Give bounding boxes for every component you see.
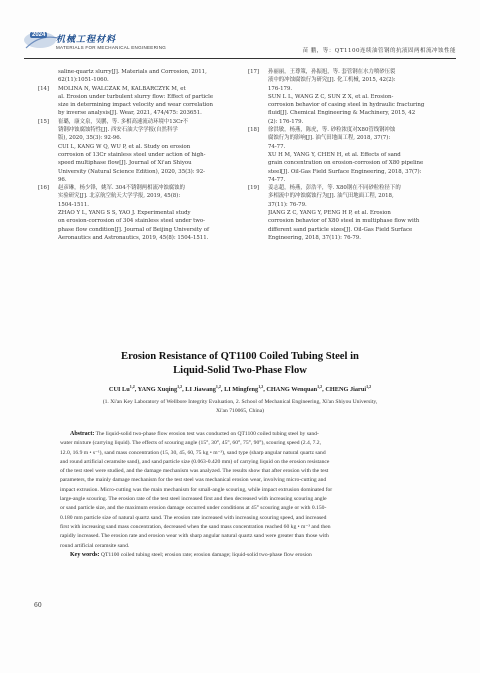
abstract-line: large-angle scouring. The erosion rate of the test steel increased first and then decreased with increasing scouring angle	[60, 496, 327, 503]
running-head: 苗 鹏，等：QT1100连续油管钢的抗液固两相流冲蚀性能	[302, 48, 456, 54]
abstract-line: impact extrusion. Micro-cutting was the main mechanism for small-angle scouring, while impact extrusion dominated for	[60, 486, 333, 493]
abstract-line: water mixture (carrying liquid). The effects of scouring angle (15°, 30°, 45°, 60°, 75°, 90°), scouring speed (2.4, 7.2,	[60, 440, 321, 447]
reference-line: XU H M, YANG Y, CHEN H, et al. Effects of sand	[268, 151, 401, 158]
reference-item	[38, 184, 234, 242]
author-name: LI Jiawang	[185, 386, 216, 394]
author-affiliation-mark: 1,2	[317, 384, 323, 389]
reference-line: 锈钢冲蚀腐蚀特性[J]. 西安石油大学学报(自然科学	[58, 127, 178, 134]
abstract-line: 0.180 mm particle size of natural quartz sand. The erosion rate increased with increasing scouring speed, and increased	[60, 514, 327, 521]
reference-line: Aeronautics and Astronautics, 2019, 45(8): 1504-1511.	[58, 234, 209, 241]
reference-line: 液中的冲蚀腐蚀行为研究[J]. 化工机械, 2015, 42(2):	[268, 77, 396, 84]
reference-line: ZHAO Y L, YANG S S, YAO J. Experimental study	[58, 210, 191, 217]
reference-line: corrosion of 13Cr stainless steel under action of high-	[58, 151, 206, 158]
author-affiliation-mark: 1,2	[258, 384, 264, 389]
author-name: CHENG Jiarui	[325, 386, 367, 394]
author-list: CUI Lu$^{1,2}$, YANG Xuqing$^{1,2}$, LI Jiawang$^{1,2}$, LI Mingfeng$^{1,2}$, CHANG Wenquan$^{1,2}$, CHENG Jiarui$^{1,2}$	[108, 384, 372, 394]
reference-item	[38, 68, 234, 85]
author-affiliation-mark: 1,2	[366, 384, 372, 389]
reference-line: steel[J]. Oil-Gas Field Surface Engineering, 2018, 37(7):	[268, 168, 422, 175]
author-name: CHANG Wenquan	[266, 386, 318, 394]
reference-number: [17]	[248, 69, 260, 75]
title-line: Liquid-Solid Two-Phase Flow	[173, 365, 307, 376]
abstract-line: of the test steel were studied, and the damage mechanism was analyzed. The results show that after erosion with the test	[60, 468, 329, 475]
reference-line: fluid[J]. Chemical Engineering & Machinery, 2015, 42	[268, 110, 416, 117]
reference-line: 孙丽丽，王尊策，孙振旭，等. 套管钢在水力喷砂压裂	[268, 69, 396, 75]
reference-line: 多相流中的冲蚀腐蚀行为[J]. 油气田地面工程, 2018,	[268, 193, 394, 200]
reference-number: [19]	[248, 185, 260, 192]
reference-line: JIANG Z C, YANG Y, PENG H P, et al. Erosion	[268, 210, 391, 217]
abstract-line: 12.0, 16.9 m • s⁻¹), sand mass concentration (15, 30, 45, 60, 75 kg • m⁻³), sand type (sharp angular natural quartz sand	[60, 449, 326, 456]
reference-line: 74-77.	[268, 176, 286, 183]
journal-logo	[24, 30, 194, 56]
author-name: LI Mingfeng	[224, 386, 259, 394]
abstract-block	[60, 430, 430, 560]
reference-number: [16]	[38, 185, 50, 192]
reference-line: 1504-1511.	[58, 201, 89, 208]
reference-line: Engineering, 2018, 37(11): 76-79.	[268, 234, 361, 241]
affiliation-line: (1. Xi'an Key Laboratory of Wellbore Integrity Evaluation, 2. School of Mechanical Engineering, Xi'an Shiyou University,	[102, 399, 378, 405]
reference-line: speed multiphase flow[J]. Journal of Xi'an Shiyou	[58, 160, 192, 167]
title-line: Erosion Resistance of QT1100 Coiled Tubing Steel in	[121, 351, 359, 362]
abstract-line: rapidly increased. The erosion rate and erosion wear with sharp angular natural quartz sand were greater than those with	[60, 533, 329, 540]
reference-number: [15]	[38, 118, 50, 125]
reference-line: corrosion behavior of X80 steel in multiphase flow with	[268, 218, 420, 225]
references-left-column	[38, 68, 234, 242]
keywords-label: Key words:	[70, 551, 100, 558]
reference-line: 74-77.	[268, 143, 286, 150]
reference-line: phase flow condition[J]. Journal of Beijing University of	[58, 226, 209, 233]
reference-line: 37(11): 76-79.	[268, 201, 307, 208]
reference-line: different sand particle sizes[J]. Oil-Gas Field Surface	[268, 226, 413, 233]
reference-item	[38, 118, 234, 184]
reference-line: MOLINA N, WALCZAK M, KALBARCZYK M, et	[58, 85, 186, 92]
reference-line: SUN L L, WANG Z C, SUN Z X, et al. Erosion-	[268, 93, 394, 100]
affiliation-line: Xi'an 710065, China)	[215, 408, 265, 414]
reference-line: CUI L, KANG W Q, WU P, et al. Study on erosion	[58, 143, 191, 150]
reference-line: 版), 2020, 35(3): 92-96.	[58, 135, 122, 142]
keywords-text: QT1100 coiled tubing steel; erosion rate; erosion damage; liquid-solid two-phase flow erosion	[99, 551, 312, 558]
abstract-label: Abstract:	[70, 431, 95, 437]
affiliation	[40, 398, 440, 416]
reference-line: by inverse analysis[J]. Wear, 2021, 474/475: 203651.	[58, 110, 202, 117]
journal-year: 2024	[32, 32, 46, 38]
reference-line: 62(11):1051-1060.	[58, 77, 109, 84]
reference-number: [14]	[38, 85, 50, 92]
reference-line: 姜志超，杨燕，彭浩平，等. X80钢在不同砂粒粒径下的	[268, 185, 401, 192]
page-header	[24, 30, 456, 59]
author-affiliation-mark: 1,2	[215, 384, 221, 389]
page-number: 60	[34, 602, 42, 609]
abstract-line: or sand particle size, and the maximum erosion damage occurred under conditions at 45° scouring angle or with 0.150-	[60, 505, 327, 512]
reference-line: size in determining impact velocity and wear correlation	[58, 102, 213, 109]
reference-line: saline-quartz slurry[J]. Materials and Corrosion, 2011,	[58, 69, 207, 75]
reference-line: 176-179.	[268, 85, 293, 92]
author-affiliation-mark: 1,2	[129, 384, 135, 389]
reference-line: 徐洪敏，杨燕，陈虎，等. 砂粒浓度对X80管线钢冲蚀	[268, 127, 396, 134]
reference-number: [18]	[248, 127, 260, 134]
reference-line: on erosion-corrosion of 304 stainless steel under two-	[58, 218, 205, 225]
references-right-column	[248, 68, 444, 242]
abstract-line: round artificial ceramsite sand.	[60, 542, 130, 549]
reference-line: corrosion behavior of casing steel in hydraulic fracturing	[268, 102, 425, 109]
reference-line: University (Natural Science Edition), 2020, 35(3): 92-	[58, 168, 205, 175]
author-affiliation-mark: 1,2	[177, 384, 183, 389]
reference-line: (2): 176-179.	[268, 118, 304, 125]
author-name: YANG Xuqing	[137, 386, 178, 394]
reference-item	[248, 184, 444, 242]
article-title	[40, 350, 440, 378]
reference-line: 实验研究[J]. 北京航空航天大学学报, 2019, 45(8):	[58, 193, 181, 200]
reference-line: 96.	[58, 176, 67, 183]
keywords-line	[60, 551, 430, 560]
abstract-line: and round artificial ceramsite sand), and sand particle size (0.063-0.420 mm) of carrying liquid on the erosion resistance	[60, 458, 330, 465]
reference-line: 赵彦琳，杨少锋，姚军. 304不锈钢两相流冲蚀腐蚀的	[58, 185, 185, 192]
reference-line: 腐蚀行为的影响[J]. 油气田地面工程, 2018, 37(7):	[268, 135, 391, 142]
journal-title-cn: 机械工程材料	[56, 34, 117, 44]
reference-item	[248, 126, 444, 184]
reference-line: grain concentration on erosion-corrosion of X80 pipeline	[268, 160, 424, 167]
reference-item	[248, 68, 444, 126]
reference-line: 崔璐，康文泉，吴鹏，等. 多相高速流动环境中13Cr不	[58, 118, 189, 125]
abstract-line: Abstract: The liquid-solid two-phase flow erosion test was conducted on QT1100 coiled tubing steel by sand-	[70, 431, 319, 437]
reference-line: al. Erosion under turbulent slurry flow: Effect of particle	[58, 93, 214, 100]
abstract-line: parameters, the mainly damage mechanism for the test steel was mechanical erosion wear, involving micro-cutting and	[60, 477, 327, 484]
reference-item	[38, 85, 234, 118]
author-name: CUI Lu	[108, 386, 130, 394]
abstract-line: first with increasing sand mass concentration, decreased when the sand mass concentration reached 60 kg • m⁻³ and then	[60, 523, 331, 530]
journal-title-en: MATERIALS FOR MECHANICAL ENGINEERING	[56, 45, 167, 50]
